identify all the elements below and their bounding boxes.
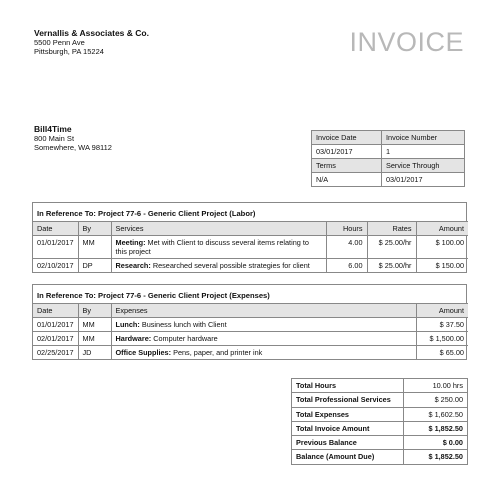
terms-value: N/A xyxy=(312,173,382,187)
row-category: Meeting: xyxy=(115,238,146,247)
table-row xyxy=(33,332,468,346)
row-date: 02/10/2017 xyxy=(33,259,78,273)
labor-section xyxy=(32,202,467,273)
totals-row-previous-balance xyxy=(292,436,468,450)
totals-row-services xyxy=(292,393,468,407)
total-services-value: $ 250.00 xyxy=(404,393,468,407)
row-description: Pens, paper, and printer ink xyxy=(173,348,263,357)
totals-table xyxy=(291,378,468,465)
row-description: Researched several possible strategies for client xyxy=(152,261,310,270)
document-title: INVOICE xyxy=(349,27,464,57)
labor-header-by: By xyxy=(78,222,111,236)
labor-header-date: Date xyxy=(33,222,78,236)
total-hours-label: Total Hours xyxy=(292,379,404,393)
totals-row-hours xyxy=(292,379,468,393)
row-hours: 4.00 xyxy=(326,236,367,259)
expenses-section-title: In Reference To: Project 77-6 - Generic Client Project (Expenses) xyxy=(37,291,270,300)
table-row xyxy=(33,346,468,360)
expenses-section xyxy=(32,284,467,360)
row-amount: $ 37.50 xyxy=(416,318,468,332)
total-services-label: Total Professional Services xyxy=(292,393,404,407)
row-date: 01/01/2017 xyxy=(33,236,78,259)
labor-header-rates: Rates xyxy=(367,222,416,236)
totals-row-invoice-amount xyxy=(292,421,468,435)
row-by: JD xyxy=(78,346,111,360)
labor-section-title: In Reference To: Project 77-6 - Generic Client Project (Labor) xyxy=(37,209,256,218)
sender-name: Vernallis & Associates & Co. xyxy=(34,28,149,38)
row-expense xyxy=(111,332,416,346)
invoice-date-label: Invoice Date xyxy=(312,131,382,145)
recipient-address-line1: 800 Main St xyxy=(34,134,75,143)
labor-header-amount: Amount xyxy=(416,222,468,236)
invoice-number-value: 1 xyxy=(382,145,465,159)
row-date: 02/01/2017 xyxy=(33,332,78,346)
row-category: Lunch: xyxy=(115,320,140,329)
service-through-label: Service Through xyxy=(382,159,465,173)
previous-balance-label: Previous Balance xyxy=(292,436,404,450)
labor-header-services: Services xyxy=(111,222,326,236)
total-expenses-value: $ 1,602.50 xyxy=(404,407,468,421)
sender-block xyxy=(34,29,149,56)
recipient-block xyxy=(34,125,112,152)
row-service xyxy=(111,236,326,259)
table-row xyxy=(33,236,468,259)
totals-row-amount-due xyxy=(292,450,468,464)
row-amount: $ 65.00 xyxy=(416,346,468,360)
amount-due-label: Balance (Amount Due) xyxy=(292,450,404,464)
row-by: MM xyxy=(78,332,111,346)
row-rate: $ 25.00/hr xyxy=(367,236,416,259)
amount-due-value: $ 1,852.50 xyxy=(404,450,468,464)
sender-address-line2: Pittsburgh, PA 15224 xyxy=(34,47,104,56)
row-expense xyxy=(111,346,416,360)
invoice-date-value: 03/01/2017 xyxy=(312,145,382,159)
row-by: MM xyxy=(78,236,111,259)
recipient-name: Bill4Time xyxy=(34,124,72,134)
labor-header-hours: Hours xyxy=(326,222,367,236)
row-rate: $ 25.00/hr xyxy=(367,259,416,273)
invoice-meta-table xyxy=(311,130,465,187)
expenses-header-date: Date xyxy=(33,304,78,318)
row-by: DP xyxy=(78,259,111,273)
row-amount: $ 1,500.00 xyxy=(416,332,468,346)
table-row xyxy=(33,318,468,332)
total-expenses-label: Total Expenses xyxy=(292,407,404,421)
recipient-address-line2: Somewhere, WA 98112 xyxy=(34,143,112,152)
row-by: MM xyxy=(78,318,111,332)
expenses-header-expenses: Expenses xyxy=(111,304,416,318)
sender-address-line1: 5500 Penn Ave xyxy=(34,38,85,47)
expenses-header-by: By xyxy=(78,304,111,318)
row-description: Business lunch with Client xyxy=(141,320,227,329)
row-amount: $ 100.00 xyxy=(416,236,468,259)
service-through-value: 03/01/2017 xyxy=(382,173,465,187)
row-description: Computer hardware xyxy=(153,334,218,343)
totals-row-expenses xyxy=(292,407,468,421)
invoice-number-label: Invoice Number xyxy=(382,131,465,145)
labor-table xyxy=(33,221,468,272)
row-expense xyxy=(111,318,416,332)
expenses-header-amount: Amount xyxy=(416,304,468,318)
row-category: Research: xyxy=(115,261,151,270)
row-date: 01/01/2017 xyxy=(33,318,78,332)
row-hours: 6.00 xyxy=(326,259,367,273)
total-hours-value: 10.00 hrs xyxy=(404,379,468,393)
previous-balance-value: $ 0.00 xyxy=(404,436,468,450)
total-invoice-amount-label: Total Invoice Amount xyxy=(292,421,404,435)
row-category: Hardware: xyxy=(115,334,152,343)
row-date: 02/25/2017 xyxy=(33,346,78,360)
table-row xyxy=(33,259,468,273)
row-service xyxy=(111,259,326,273)
row-amount: $ 150.00 xyxy=(416,259,468,273)
terms-label: Terms xyxy=(312,159,382,173)
row-description: Met with Client to discuss several items relating to this project xyxy=(115,238,309,256)
row-category: Office Supplies: xyxy=(115,348,172,357)
total-invoice-amount-value: $ 1,852.50 xyxy=(404,421,468,435)
expenses-table xyxy=(33,303,468,359)
